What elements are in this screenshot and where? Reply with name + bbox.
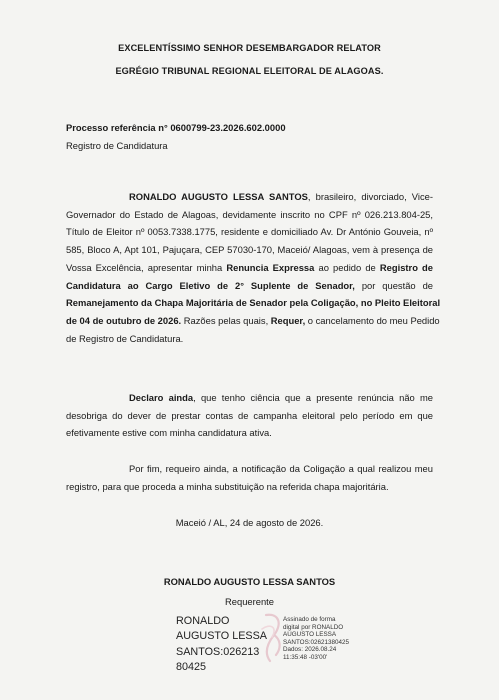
addressee-line-1: EXCELENTÍSSIMO SENHOR DESEMBARGADOR RELATOR: [118, 43, 381, 53]
signatory-name: RONALDO AUGUSTO LESSA SANTOS: [163, 576, 336, 587]
paragraph-line: Por fim, requeiro ainda, a notificação da Coligação a qual realizou meu: [129, 463, 433, 474]
date-line: Maceió / AL, 24 de agosto de 2026.: [175, 517, 324, 528]
paragraph-line: de Registro de Candidatura.: [66, 332, 184, 344]
process-type: Registro de Candidatura: [66, 140, 168, 151]
paragraph-line: Título de Eleitor nº 0053.7338.1775, residente e domiciliado Av. Dr António Gouveia, nº: [66, 226, 433, 238]
addressee-line-2: EGRÉGIO TRIBUNAL REGIONAL ELEITORAL DE ALAGOAS.: [115, 66, 384, 76]
stamp-signing-details: Assinado de forma digital por RONALDO AUGUSTO LESSA SANTOS:02621380425 Dados: 2026.08.24 11:35:48 -03'00': [283, 616, 350, 661]
paragraph-line: 585, Bloco A, Apt 101, Pajuçara, CEP 57030-170, Maceió/ Alagoas, vem à presença de: [66, 244, 433, 256]
paragraph-renunciation: [66, 188, 441, 347]
paragraph-line: Vossa Excelência, apresentar minha Renuncia Expressa ao pedido de Registro de: [66, 261, 433, 273]
paragraph-line: efetivamente estive com minha candidatura ativa.: [66, 427, 272, 439]
paragraph-line: RONALDO AUGUSTO LESSA SANTOS, brasileiro, divorciado, Vice-: [129, 191, 433, 202]
stamp-signer-name: RONALDO AUGUSTO LESSA SANTOS:026213 80425: [176, 615, 268, 673]
paragraph-line: registro, para que proceda a minha substituição na referida chapa majoritária.: [66, 480, 389, 492]
paragraph-line: Declaro ainda, que tenho ciência que a presente renúncia não me: [129, 392, 433, 403]
paragraph-line: Candidatura ao Cargo Eletivo de 2° Suplente de Senador, por questão de: [66, 279, 434, 291]
paragraph-line: Governador do Estado de Alagoas, devidamente inscrito no CPF nº 026.213.804-25,: [66, 208, 433, 220]
process-reference: Processo referência n° 0600799-23.2026.602.0000: [66, 122, 286, 133]
paragraph-line: de 04 de outubro de 2026. Razões pelas quais, Requer, o cancelamento do meu Pedido: [66, 314, 440, 326]
paragraph-line: Remanejamento da Chapa Majoritária de Senador pela Coligação, no Pleito Eleitoral: [66, 297, 441, 309]
paragraph-declaration: [66, 389, 433, 442]
signatory-role: Requerente: [225, 596, 274, 607]
paragraph-line: desobriga do dever de prestar contas de campanha eleitoral pelo período em que: [66, 409, 433, 421]
petitioner-name: RONALDO AUGUSTO LESSA SANTOS: [129, 191, 308, 202]
paragraph-notification: [66, 460, 433, 495]
